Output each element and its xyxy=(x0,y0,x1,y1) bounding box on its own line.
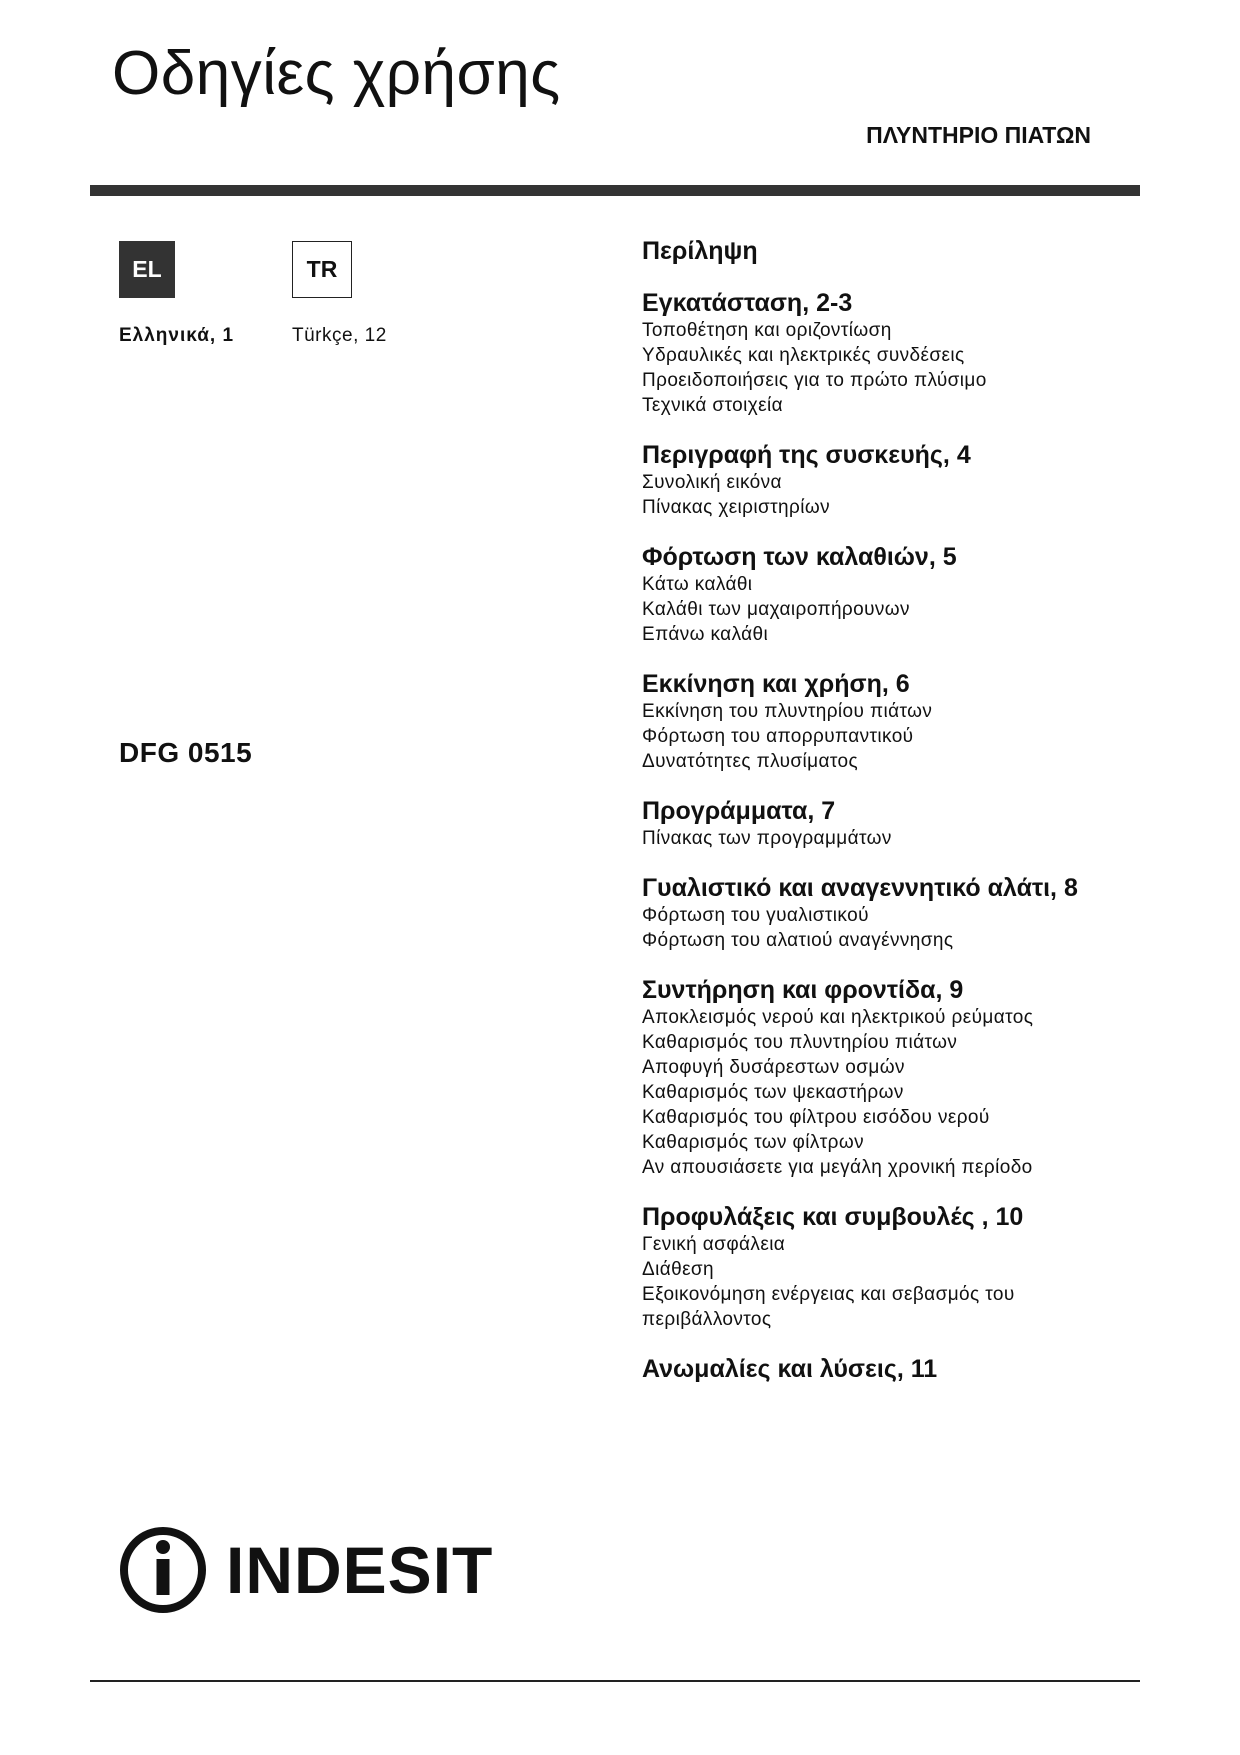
toc-item[interactable]: Εκκίνηση του πλυντηρίου πιάτων xyxy=(642,701,933,722)
toc-item[interactable]: Καθαρισμός των φίλτρων xyxy=(642,1132,865,1153)
brand-name: INDESIT xyxy=(226,1533,494,1607)
toc-section-title[interactable]: Γυαλιστικό και αναγεννητικό αλάτι, 8 xyxy=(642,874,1078,902)
toc-section xyxy=(642,1354,1142,1384)
toc-item[interactable]: Τοποθέτηση και οριζοντίωση xyxy=(642,320,892,341)
indesit-logo-icon xyxy=(118,1525,208,1615)
brand-logo xyxy=(118,1525,493,1615)
toc-item[interactable]: Πίνακας χειριστηρίων xyxy=(642,497,830,518)
lang-badge-tr[interactable]: TR xyxy=(292,241,352,298)
lang-badge-el[interactable]: EL xyxy=(119,241,175,298)
toc-item[interactable]: Καθαρισμός του φίλτρου εισόδου νερού xyxy=(642,1107,990,1128)
toc-section-title[interactable]: Ανωμαλίες και λύσεις, 11 xyxy=(642,1355,938,1383)
toc-item[interactable]: Τεχνικά στοιχεία xyxy=(642,395,784,416)
toc-item[interactable]: Υδραυλικές και ηλεκτρικές συνδέσεις xyxy=(642,345,965,366)
toc-section xyxy=(642,669,1142,774)
header-divider xyxy=(90,185,1140,196)
lang-label-el: Ελληνικά, 1 xyxy=(119,325,235,346)
table-of-contents xyxy=(642,236,1142,1406)
toc-item[interactable]: Αποκλεισμός νερού και ηλεκτρικού ρεύματος xyxy=(642,1007,1034,1028)
toc-item[interactable]: Επάνω καλάθι xyxy=(642,624,769,645)
toc-item[interactable]: Δυνατότητες πλυσίματος xyxy=(642,751,859,772)
toc-item[interactable]: Κάτω καλάθι xyxy=(642,574,753,595)
footer-divider xyxy=(90,1680,1140,1682)
toc-item[interactable]: Διάθεση xyxy=(642,1259,715,1280)
toc-item[interactable]: Φόρτωση του γυαλιστικού xyxy=(642,905,869,926)
toc-item[interactable]: Προειδοποιήσεις για το πρώτο πλύσιμο xyxy=(642,370,987,391)
toc-section xyxy=(642,873,1142,953)
toc-heading: Περίληψη xyxy=(642,237,758,265)
document-title: Οδηγίες χρήσης xyxy=(112,39,561,108)
toc-section-title[interactable]: Εκκίνηση και χρήση, 6 xyxy=(642,670,910,698)
toc-item[interactable]: Γενική ασφάλεια xyxy=(642,1234,786,1255)
toc-item[interactable]: Πίνακας των προγραμμάτων xyxy=(642,828,892,849)
toc-item[interactable]: Καλάθι των μαχαιροπήρουνων xyxy=(642,599,910,620)
toc-sections xyxy=(642,288,1142,1384)
toc-item[interactable]: Συνολική εικόνα xyxy=(642,472,782,493)
toc-section xyxy=(642,975,1142,1180)
model-number: DFG 0515 xyxy=(119,737,253,768)
toc-item[interactable]: Αποφυγή δυσάρεστων οσμών xyxy=(642,1057,905,1078)
toc-item[interactable]: Αν απουσιάσετε για μεγάλη χρονική περίοδο xyxy=(642,1157,1033,1178)
toc-item[interactable]: Φόρτωση του αλατιού αναγέννησης xyxy=(642,930,954,951)
toc-section xyxy=(642,796,1142,851)
toc-item[interactable]: Καθαρισμός των ψεκαστήρων xyxy=(642,1082,904,1103)
toc-section xyxy=(642,542,1142,647)
toc-section-title[interactable]: Φόρτωση των καλαθιών, 5 xyxy=(642,543,957,571)
toc-section-title[interactable]: Συντήρηση και φροντίδα, 9 xyxy=(642,976,964,1004)
toc-section-title[interactable]: Προφυλάξεις και συμβουλές , 10 xyxy=(642,1203,1024,1231)
toc-section xyxy=(642,440,1142,520)
toc-section-title[interactable]: Περιγραφή της συσκευής, 4 xyxy=(642,441,971,469)
lang-label-tr: Türkçe, 12 xyxy=(292,325,387,346)
toc-item[interactable]: περιβάλλοντος xyxy=(642,1309,772,1330)
product-type: ΠΛΥΝΤΗΡΙΟ ΠΙΑΤΩΝ xyxy=(866,122,1091,148)
toc-item[interactable]: Εξοικονόμηση ενέργειας και σεβασμός του xyxy=(642,1284,1015,1305)
toc-section-title[interactable]: Εγκατάσταση, 2-3 xyxy=(642,289,853,317)
toc-item[interactable]: Καθαρισμός του πλυντηρίου πιάτων xyxy=(642,1032,958,1053)
toc-section xyxy=(642,1202,1142,1332)
toc-item[interactable]: Φόρτωση του απορρυπαντικού xyxy=(642,726,914,747)
toc-section xyxy=(642,288,1142,418)
toc-section-title[interactable]: Προγράμματα, 7 xyxy=(642,797,836,825)
